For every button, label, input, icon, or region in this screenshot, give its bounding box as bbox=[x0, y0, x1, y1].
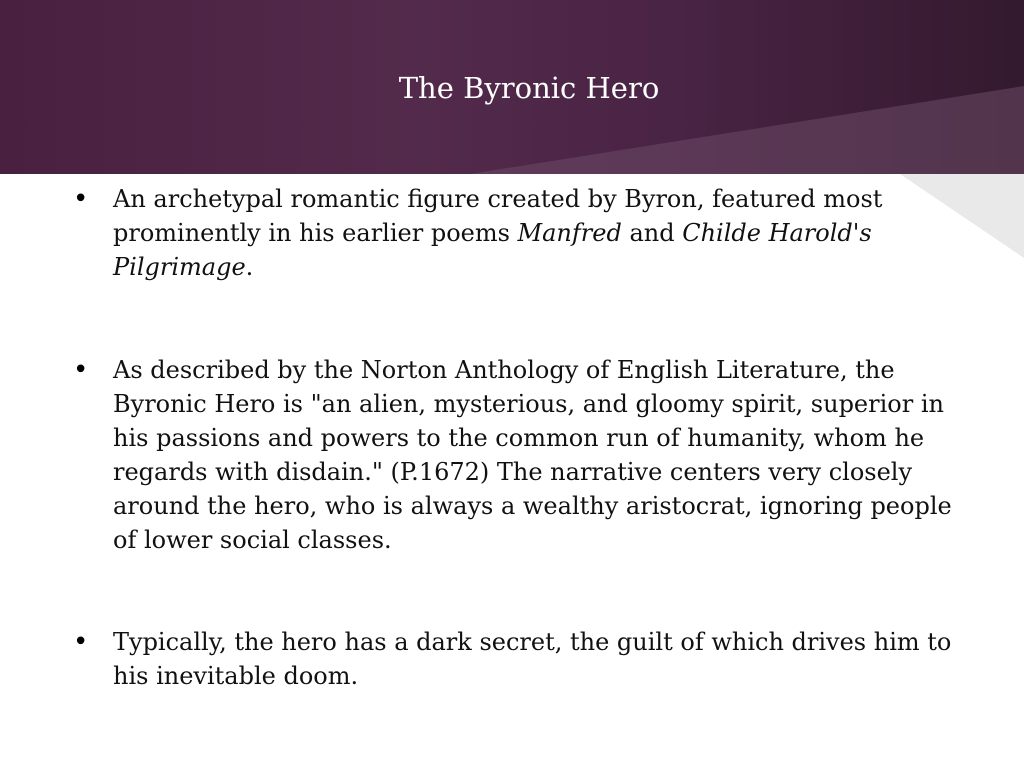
bullet-icon: • bbox=[73, 184, 89, 214]
bullet-icon: • bbox=[73, 355, 89, 385]
bullet-icon: • bbox=[73, 627, 89, 657]
bullet-text-intro: An archetypal romantic figure created by Byron, featured most prominently in his earlier poems bbox=[113, 185, 883, 247]
bullet-item bbox=[73, 182, 963, 284]
bullet-text: As described by the Norton Anthology of English Literature, the Byronic Hero is "an alien, mysterious, and gloomy spirit, superior in his passions and powers to the common run of humanity, whom he regards with disdain." (P.1672) The narrative centers very closely around the hero, who is always a wealthy aristocrat, ignoring people of lower social classes. bbox=[113, 356, 952, 554]
poem-title-childe-harold: Childe Harold's Pilgrimage bbox=[113, 219, 872, 281]
bullet-text: Typically, the hero has a dark secret, the guilt of which drives him to his inevitable doom. bbox=[113, 628, 952, 690]
poem-title-manfred: Manfred bbox=[517, 219, 622, 247]
bullet-text-and: and bbox=[621, 219, 683, 247]
slide-title: The Byronic Hero bbox=[398, 71, 660, 105]
bullet-text-period: . bbox=[245, 253, 254, 281]
bullet-item bbox=[73, 353, 963, 557]
bullet-item bbox=[73, 625, 963, 693]
